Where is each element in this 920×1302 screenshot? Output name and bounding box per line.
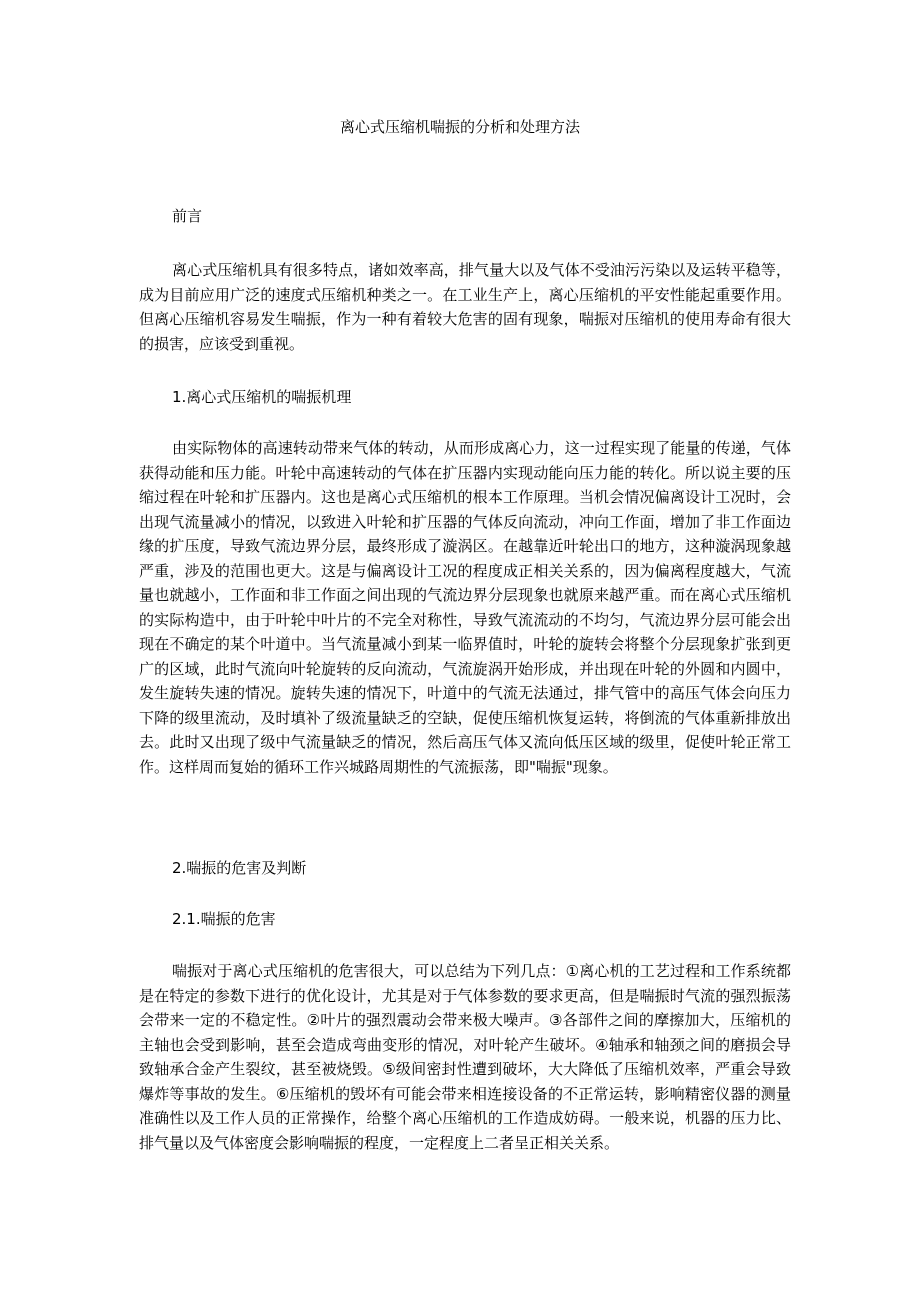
section-2-1-heading: 2.1.喘振的危害 bbox=[172, 910, 276, 928]
section-2-heading: 2.喘振的危害及判断 bbox=[172, 859, 307, 877]
preface-paragraph: 离心式压缩机具有很多特点，诸如效率高，排气量大以及气体不受油污污染以及运转平稳等，成为目前应用广泛的速度式压缩机种类之一。在工业生产上，离心压缩机的平安性能起重要作用。但离心压缩机容易发生喘振，作为一种有着较大危害的固有现象，喘振对压缩机的使用寿命有很大的损害，应该受到重视。 bbox=[139, 261, 791, 353]
preface-heading: 前言 bbox=[172, 207, 203, 225]
document-title: 离心式压缩机喘振的分析和处理方法 bbox=[339, 118, 580, 136]
section-1-heading: 1.离心式压缩机的喘振机理 bbox=[172, 388, 352, 406]
section-2-1-paragraph: 喘振对于离心式压缩机的危害很大，可以总结为下列几点：①离心机的工艺过程和工作系统都是在特定的参数下进行的优化设计，尤其是对于气体参数的要求更高，但是喘振时气流的强烈振荡会带来一定的不稳定性。②叶片的强烈震动会带来极大噪声。③各部件之间的摩擦加大，压缩机的主轴也会受到影响，甚至会造成弯曲变形的情况，对叶轮产生破坏。④轴承和轴颈之间的磨损会导致轴承合金产生裂纹，甚至被烧毁。⑤级间密封性遭到破坏，大大降低了压缩机效率，严重会导致爆炸等事故的发生。⑥压缩机的毁坏有可能会带来相连接设备的不正常运转，影响精密仪器的测量准确性以及工作人员的正常操作，给整个离心压缩机的工作造成妨碍。一般来说，机器的压力比、排气量以及气体密度会影响喘振的程度，一定程度上二者呈正相关关系。 bbox=[139, 962, 791, 1152]
section-1-paragraph: 由实际物体的高速转动带来气体的转动，从而形成离心力，这一过程实现了能量的传递，气体获得动能和压力能。叶轮中高速转动的气体在扩压器内实现动能向压力能的转化。所以说主要的压缩过程在叶轮和扩压器内。这也是离心式压缩机的根本工作原理。当机会情况偏离设计工况时，会出现气流量减小的情况，以致进入叶轮和扩压器的气体反向流动，冲向工作面，增加了非工作面边缘的扩压度，导致气流边界分层，最终形成了漩涡区。在越靠近叶轮出口的地方，这种漩涡现象越严重，涉及的范围也更大。这是与偏离设计工况的程度成正相关关系的，因为偏离程度越大，气流量也就越小，工作面和非工作面之间出现的气流边界分层现象也就原来越严重。而在离心式压缩机的实际构造中，由于叶轮中叶片的不完全对称性，导致气流流动的不均匀，气流边界分层可能会出现在不确定的某个叶道中。当气流量减小到某一临界值时，叶轮的旋转会将整个分层现象扩张到更广的区域，此时气流向叶轮旋转的反向流动，气流旋涡开始形成，并出现在叶轮的外圆和内圆中，发生旋转失速的情况。旋转失速的情况下，叶道中的气流无法通过，排气管中的高压气体会向压力下降的级里流动，及时填补了级流量缺乏的空缺，促使压缩机恢复运转，将倒流的气体重新排放出去。此时又出现了级中气流量缺乏的情况，然后高压气体又流向低压区域的级里，促使叶轮正常工作。这样周而复始的循环工作兴城路周期性的气流振荡，即"喘振"现象。 bbox=[139, 439, 791, 776]
